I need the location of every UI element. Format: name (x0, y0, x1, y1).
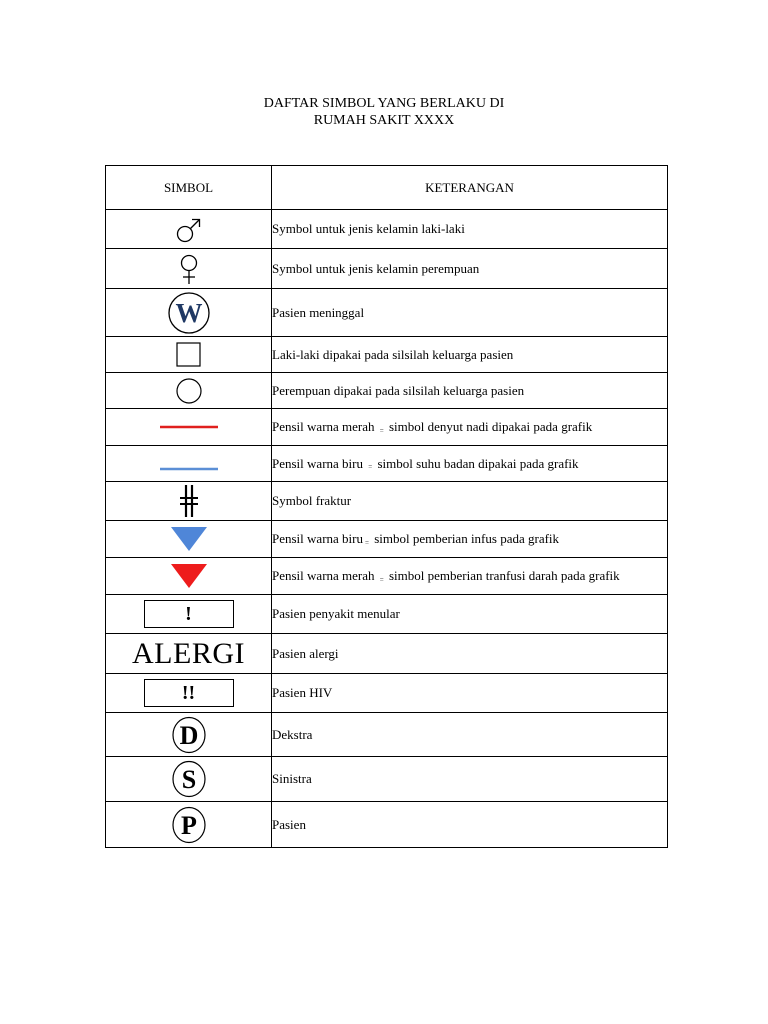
table-header-row (106, 166, 668, 210)
symbol-table (105, 165, 668, 848)
square-icon (176, 342, 202, 368)
symbol-cell (106, 373, 272, 409)
equals-mark: = (379, 426, 384, 435)
boxed-exclamation-icon: ! (144, 600, 234, 628)
table-row (106, 802, 668, 848)
description-cell: Dekstra (272, 713, 668, 757)
male-sign-icon (174, 213, 204, 245)
symbol-cell (106, 595, 272, 634)
description-cell (272, 521, 668, 558)
table-row (106, 210, 668, 249)
red-line-icon (159, 423, 219, 431)
description-cell: Sinistra (272, 757, 668, 802)
svg-text:W: W (175, 297, 202, 328)
description-cell: Pasien alergi (272, 634, 668, 674)
circled-s-icon (171, 760, 207, 798)
description-cell: Pasien meninggal (272, 289, 668, 337)
document-title (0, 95, 768, 129)
equals-mark: = (364, 538, 369, 547)
description-text: simbol denyut nadi dipakai pada grafik (388, 419, 593, 434)
symbol-cell (106, 713, 272, 757)
blue-line-icon (159, 465, 219, 473)
table-row (106, 558, 668, 595)
table-row (106, 446, 668, 482)
description-cell: Pasien HIV (272, 674, 668, 713)
description-text: simbol suhu badan dipakai pada grafik (377, 455, 579, 471)
description-text: Pensil warna biru (272, 455, 363, 471)
table-row (106, 482, 668, 521)
table-row (106, 757, 668, 802)
symbol-cell (106, 210, 272, 249)
description-text: simbol pemberian tranfusi darah pada grafik (388, 568, 620, 583)
description-cell: Symbol fraktur (272, 482, 668, 521)
table-row (106, 674, 668, 713)
female-sign-icon (176, 252, 202, 286)
symbol-cell (106, 289, 272, 337)
symbol-cell (106, 634, 272, 674)
table-row (106, 595, 668, 634)
equals-mark: = (379, 575, 384, 584)
description-text: Pensil warna merah (272, 419, 375, 434)
description-text: Pensil warna merah (272, 568, 375, 583)
description-cell: Symbol untuk jenis kelamin laki-laki (272, 210, 668, 249)
boxed-double-exclamation-icon: !! (144, 679, 234, 707)
fracture-icon (176, 484, 202, 518)
blue-triangle-icon (169, 525, 209, 553)
circled-d-icon (171, 716, 207, 754)
alergi-label: ALERGI (132, 636, 245, 670)
table-row (106, 373, 668, 409)
description-text: simbol pemberian infus pada grafik (374, 531, 560, 546)
table-row (106, 337, 668, 373)
red-triangle-icon (169, 562, 209, 590)
description-cell: Pasien penyakit menular (272, 595, 668, 634)
symbol-cell (106, 482, 272, 521)
equals-mark: = (368, 463, 373, 472)
description-cell: Pasien (272, 802, 668, 848)
svg-text:S: S (181, 765, 196, 794)
circle-icon (175, 377, 203, 405)
symbol-cell (106, 521, 272, 558)
symbol-cell (106, 674, 272, 713)
description-cell (272, 446, 668, 482)
table-row (106, 713, 668, 757)
symbol-cell (106, 446, 272, 482)
description-text: Pensil warna biru (272, 531, 363, 546)
circled-p-icon (171, 806, 207, 844)
svg-text:P: P (180, 810, 197, 840)
symbol-cell (106, 757, 272, 802)
description-cell: Laki-laki dipakai pada silsilah keluarga pasien (272, 337, 668, 373)
description-cell: Symbol untuk jenis kelamin perempuan (272, 249, 668, 289)
table-row (106, 634, 668, 674)
table-row (106, 521, 668, 558)
title-line-2: RUMAH SAKIT XXXX (313, 113, 455, 128)
header-symbol: SIMBOL (106, 166, 272, 210)
symbol-cell (106, 337, 272, 373)
symbol-cell (106, 249, 272, 289)
header-description: KETERANGAN (272, 166, 668, 210)
title-line-1: DAFTAR SIMBOL YANG BERLAKU DI (263, 96, 505, 111)
symbol-cell (106, 558, 272, 595)
symbol-cell (106, 802, 272, 848)
table-row (106, 409, 668, 446)
circled-w-icon (167, 291, 211, 335)
symbol-cell (106, 409, 272, 446)
table-row (106, 289, 668, 337)
description-cell: Perempuan dipakai pada silsilah keluarga pasien (272, 373, 668, 409)
description-cell (272, 558, 668, 595)
description-cell (272, 409, 668, 446)
table-row (106, 249, 668, 289)
svg-text:D: D (179, 720, 198, 750)
